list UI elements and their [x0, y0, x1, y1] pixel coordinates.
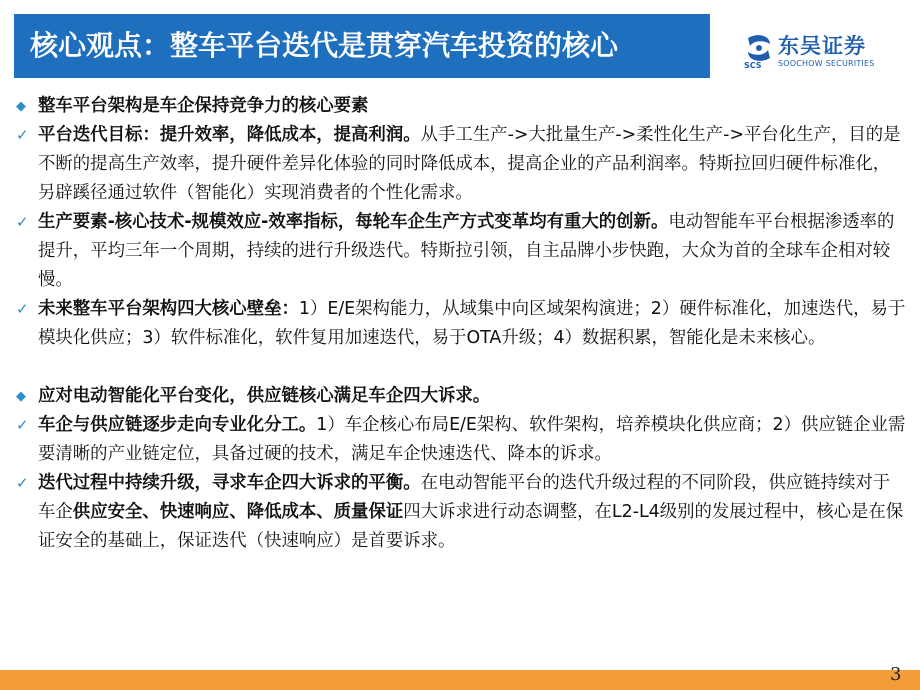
check-bullet-icon: ✓	[16, 126, 29, 144]
check-bullet-icon: ✓	[16, 474, 29, 492]
logo-abbr: SCS	[744, 61, 762, 70]
check-bullet-icon: ✓	[16, 300, 29, 318]
slide-content	[16, 92, 906, 556]
page-title: 核心观点：整车平台迭代是贯穿汽车投资的核心	[30, 29, 619, 62]
page-number: 3	[890, 664, 902, 685]
list-item: ✓ 生产要素-核心技术-规模效应-效率指标，每轮车企生产方式变革均有重大的创新。电动智能车平台根据渗透率的提升，平均三年一个周期，持续的进行升级迭代。特斯拉引领，自主品牌小步快跑，大众为首的全球车企相对较慢。	[16, 208, 906, 295]
logo-mark-icon	[744, 32, 774, 64]
section-heading: ◆ 应对电动智能化平台变化，供应链核心满足车企四大诉求。	[16, 382, 906, 411]
footer-bar	[0, 670, 920, 690]
section-spacer	[16, 353, 906, 382]
list-item: ✓ 车企与供应链逐步走向专业化分工。1）车企核心布局E/E架构、软件架构，培养模块化供应商；2）供应链企业需要清晰的产业链定位，具备过硬的技术，满足车企快速迭代、降本的诉求。	[16, 411, 906, 469]
logo-name-en: SOOCHOW SECURITIES	[778, 59, 875, 68]
list-item: ✓ 平台迭代目标：提升效率，降低成本，提高利润。从手工生产->大批量生产->柔性化生产->平台化生产，目的是不断的提高生产效率，提升硬件差异化体验的同时降低成本，提高企业的产品利润率。特斯拉回归硬件标准化，另辟蹊径通过软件（智能化）实现消费者的个性化需求。	[16, 121, 906, 208]
check-bullet-icon: ✓	[16, 416, 29, 434]
check-bullet-icon: ✓	[16, 213, 29, 231]
company-logo	[744, 28, 914, 74]
section-heading: ◆ 整车平台架构是车企保持竞争力的核心要素	[16, 92, 906, 121]
diamond-bullet-icon: ◆	[16, 389, 26, 404]
logo-name-cn: 东吴证券	[778, 34, 866, 58]
diamond-bullet-icon: ◆	[16, 99, 26, 114]
list-item: ✓ 未来整车平台架构四大核心壁垒：1）E/E架构能力，从域集中向区域架构演进；2）硬件标准化，加速迭代，易于模块化供应；3）软件标准化，软件复用加速迭代，易于OTA升级；4）数据积累，智能化是未来核心。	[16, 295, 906, 353]
list-item: ✓ 迭代过程中持续升级，寻求车企四大诉求的平衡。在电动智能平台的迭代升级过程的不同阶段，供应链持续对于车企供应安全、快速响应、降低成本、质量保证四大诉求进行动态调整，在L2-L4级别的发展过程中，核心是在保证安全的基础上，保证迭代（快速响应）是首要诉求。	[16, 469, 906, 556]
